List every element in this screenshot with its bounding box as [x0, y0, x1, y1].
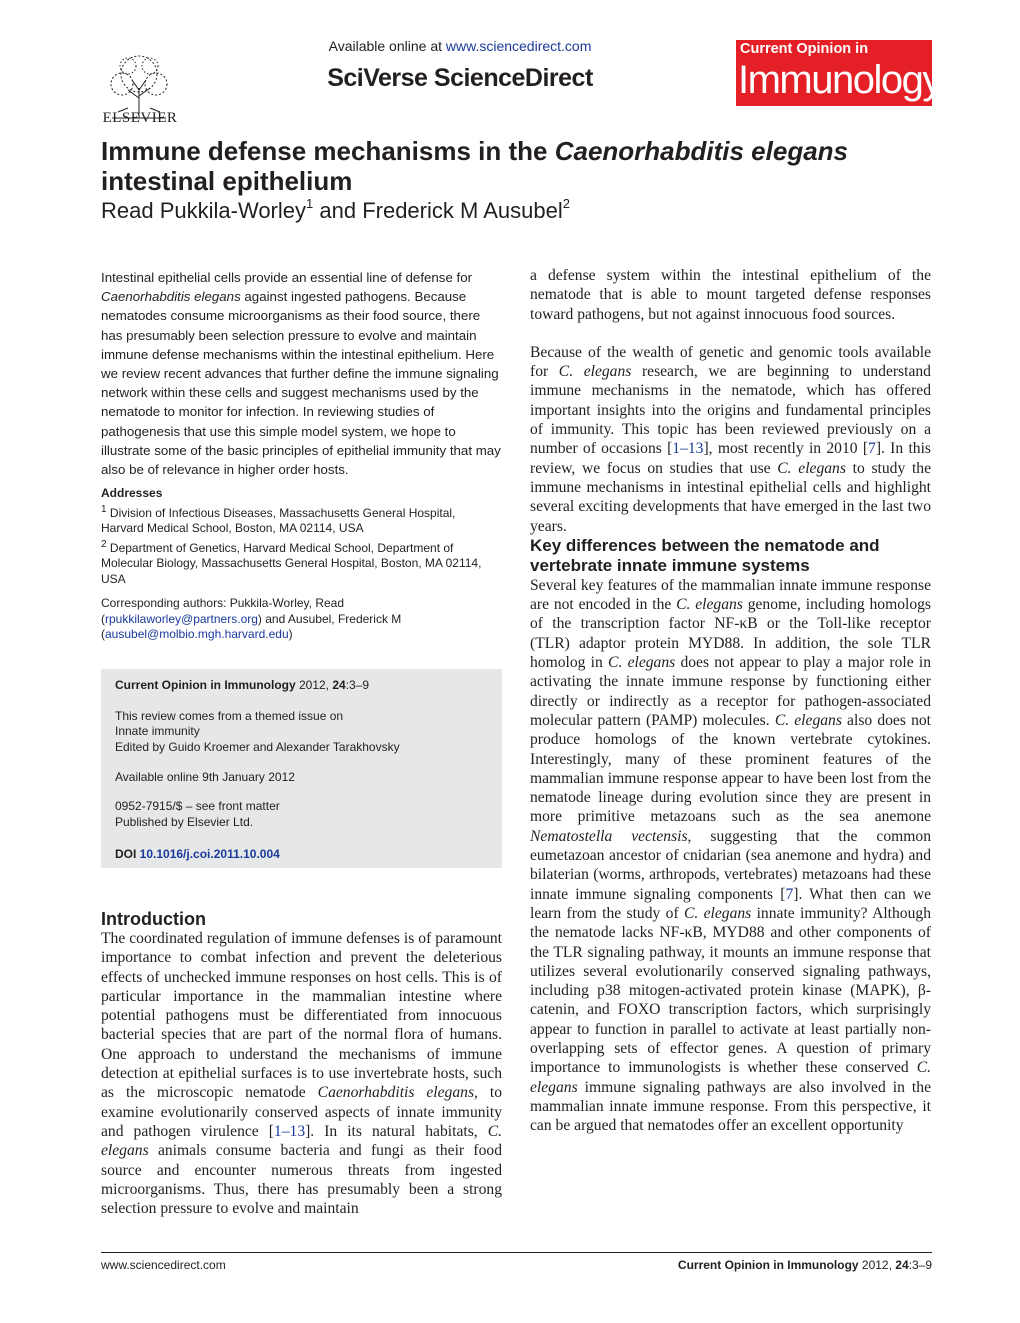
- title-part-2: intestinal epithelium: [101, 166, 353, 196]
- pb-ref-link-2[interactable]: 7: [868, 440, 876, 458]
- pb-text-4: ]. In this review, we focus on studies that use: [530, 440, 931, 477]
- pb-ref-link-1[interactable]: 1–13: [672, 440, 704, 458]
- available-online-date: Available online 9th January 2012: [115, 770, 295, 785]
- pc-text-3: does not appear to play a major role in activating the innate immune response by functioning either directly or indirectly as a receptor for pathogen-associated molecular pattern (PAMP) molecules.: [530, 654, 931, 729]
- pc-species-5: C. elegans: [683, 904, 752, 922]
- article-info-box: [101, 669, 502, 868]
- issn-line: 0952-7915/$ – see front matter: [115, 798, 280, 813]
- intro-text-2: , to examine evolutionarily conserved aspects of innate immunity and pathogen virulence [: [101, 1084, 502, 1140]
- available-prefix: Available online at: [328, 38, 446, 54]
- address-2-marker: 2: [101, 538, 107, 550]
- corresponding-middle: ) and Ausubel, Frederick M (: [101, 611, 402, 642]
- pc-ref-link[interactable]: 7: [785, 885, 794, 903]
- abstract-species: Caenorhabditis elegans: [101, 289, 241, 305]
- citation-pages: :3–9: [345, 678, 370, 692]
- pc-text-2: genome, including homologs of the transcription factor NF-κB or the Toll-like receptor (TLR) adaptor protein MYD88. In addition, the sole TLR homolog in: [530, 596, 931, 672]
- pc-text-8: immune signaling pathways are also involved in the mammalian innate immune response. From this perspective, it can be argued that nematodes offer an excellent opportunity: [530, 1078, 931, 1135]
- pc-species-1: C. elegans: [676, 596, 743, 614]
- pb-text-1: Because of the wealth of genetic and genomic tools available for: [530, 343, 931, 381]
- addresses: [101, 486, 501, 588]
- pb-text-5: to study the immune mechanisms in intestinal epithelial cells and highlight several exciting developments that have emerged in the last two years.: [530, 459, 932, 535]
- published-by: Published by Elsevier Ltd.: [115, 814, 254, 829]
- introduction-heading: Introduction: [101, 909, 206, 929]
- author-line: [101, 196, 931, 224]
- pb-text-3: ], most recently in 2010 [: [703, 440, 869, 458]
- title-species: Caenorhabditis elegans: [554, 136, 849, 166]
- pb-text-2: research, we are beginning to understand immune mechanisms in the nematode, which has offered important insights into the origins and fundamental principles of immunity. This topic has been reviewed previously on a number of occasions [: [530, 363, 931, 458]
- themed-line-1: This review comes from a themed issue on: [115, 708, 344, 723]
- footer-divider: [101, 1252, 932, 1253]
- available-online-line: [300, 38, 620, 54]
- abstract: [101, 268, 501, 479]
- themed-line-2: Innate immunity: [115, 724, 200, 739]
- address-1: [101, 502, 501, 537]
- author-1: Read Pukkila-Worley: [101, 198, 307, 223]
- intro-species-1: Caenorhabditis elegans: [317, 1084, 475, 1102]
- journal-banner-title: Immunology: [738, 58, 941, 102]
- doi-label: DOI: [115, 847, 140, 862]
- corresponding-authors: [101, 596, 501, 643]
- citation-journal: Current Opinion in Immunology: [115, 678, 296, 692]
- address-2-text: Department of Genetics, Harvard Medical School, Department of Molecular Biology, Massachusetts General Hospital, Boston, MA 02114, USA: [101, 540, 482, 586]
- author-2: Frederick M Ausubel: [362, 198, 563, 223]
- citation-year: 2012,: [295, 678, 333, 692]
- pc-species-4: Nematostella vectensis: [530, 827, 688, 845]
- intro-text-3: ]. In its natural habitats,: [305, 1122, 488, 1140]
- pc-species-3: C. elegans: [774, 711, 842, 729]
- citation-line: [115, 678, 485, 694]
- platform-name: SciVerse ScienceDirect: [327, 64, 593, 92]
- author-2-affiliation: 2: [562, 196, 570, 211]
- addresses-heading: Addresses: [101, 486, 163, 500]
- introduction-text: [101, 929, 502, 1218]
- footer-citation: [678, 1258, 932, 1272]
- journal-banner: [736, 40, 941, 106]
- title-part-1: Immune defense mechanisms in the: [101, 136, 555, 166]
- intro-ref-link[interactable]: 1–13: [273, 1122, 306, 1140]
- email-link-2[interactable]: ausubel@molbio.mgh.harvard.edu: [105, 627, 289, 642]
- right-paragraph-b: [530, 343, 931, 536]
- pc-text-1: Several key features of the mammalian innate immune response are not encoded in the: [530, 576, 931, 614]
- publisher-name: ELSEVIER: [102, 110, 178, 126]
- intro-text-4: animals consume bacteria and fungi as their food source and encounter numerous threats from ingested microorganisms. Thus, there has presumably been a strong selection pressure to evolve and maintain: [101, 1142, 502, 1218]
- pc-species-6: C. elegans: [530, 1059, 931, 1096]
- section-heading: Key differences between the nematode and vertebrate innate immune systems: [530, 535, 880, 575]
- author-conjunction: and: [313, 198, 363, 223]
- pb-species-2: C. elegans: [777, 459, 846, 477]
- edited-by: Edited by Guido Kroemer and Alexander Tarakhovsky: [115, 739, 400, 754]
- address-2: [101, 537, 501, 588]
- doi-link[interactable]: 10.1016/j.coi.2011.10.004: [139, 847, 280, 862]
- sciencedirect-link[interactable]: www.sciencedirect.com: [445, 38, 592, 54]
- right-paragraph-a: a defense system within the intestinal epithelium of the nematode that is able to mount targeted defense responses toward pathogens, but not against innocuous food sources.: [530, 267, 931, 323]
- footer-pages: :3–9: [908, 1258, 932, 1272]
- footer-journal: Current Opinion in Immunology: [677, 1258, 859, 1272]
- author-1-affiliation: 1: [306, 196, 314, 211]
- pc-text-5: , suggesting that the common eumetazoan ancestor of cnidarian (sea anemone and hydra) and bilaterian (worms, arthropods, vertebrates) metazoans had these innate immune signaling components [: [530, 827, 931, 903]
- article-title: [101, 136, 931, 196]
- pb-species-1: C. elegans: [558, 363, 632, 381]
- corresponding-suffix: ): [288, 627, 293, 642]
- abstract-text-2: against ingested pathogens. Because nematodes consume microorganisms as their food source, there has presumably been selection pressure to evolve and maintain immune defense mechanisms within the intestinal epithelium. Here we review recent advances that further define the immune signaling network within these cells and suggest mechanisms used by the nematode to monitor for infection. In reviewing studies of pathogenesis that use this simple model system, we hope to illustrate some of the basic principles of epithelial immunity that may also be of relevance in higher order hosts.: [101, 289, 501, 478]
- doi-line: [115, 847, 485, 863]
- pc-text-6: ]. What then can we learn from the study of: [530, 885, 932, 922]
- citation-volume: 24: [332, 678, 346, 692]
- abstract-text-1: Intestinal epithelial cells provide an essential line of defense for: [101, 270, 473, 285]
- footer-volume: 24: [895, 1258, 909, 1272]
- corresponding-prefix: Corresponding authors: Pukkila-Worley, Read (: [101, 596, 345, 626]
- email-link-1[interactable]: rpukkilaworley@partners.org: [105, 611, 258, 626]
- footer-website[interactable]: www.sciencedirect.com: [101, 1258, 226, 1272]
- intro-species-2: C. elegans: [101, 1122, 502, 1160]
- footer-year: 2012,: [858, 1258, 896, 1272]
- pc-species-2: C. elegans: [608, 654, 676, 672]
- address-1-marker: 1: [101, 503, 107, 515]
- right-column: [530, 266, 931, 1135]
- address-1-text: Division of Infectious Diseases, Massachusetts General Hospital, Harvard Medical School, Boston, MA 02114, USA: [101, 505, 456, 536]
- right-paragraph-c: [530, 576, 931, 1136]
- journal-banner-top: Current Opinion in: [740, 41, 869, 57]
- pc-text-7: innate immunity? Although the nematode lacks NF-κB, MYD88 and other components of the TLR signaling pathway, it mounts an immune response that utilizes several evolutionarily conserved signaling pathways, including p38 mitogen-activated protein kinase (MAPK), β-catenin, and FOXO transcription factors, which surprisingly appear to function in parallel to activate at least partially non-overlapping sets of effector genes. A question of primary importance to immunologists is whether these conserved: [530, 904, 931, 1077]
- pc-text-4: also does not produce homologs of the known vertebrate cytokines. Interestingly, many of these prominent features of the mammalian immune response appear to have been lost from the nematode lineage during evolution since they are present in more primitive metazoans such as the sea anemone: [530, 711, 931, 826]
- intro-text-1: The coordinated regulation of immune defenses is of paramount importance to combat infection and prevent the deleterious effects of unchecked immune responses on host cells. This is of particular importance in the mammalian intestine where potential pathogens must be differentiated from innocuous bacterial species that are part of the normal flora of humans. One approach to understand the mechanisms of immune detection at epithelial surfaces is to use invertebrate hosts, such as the microscopic nematode: [101, 930, 502, 1102]
